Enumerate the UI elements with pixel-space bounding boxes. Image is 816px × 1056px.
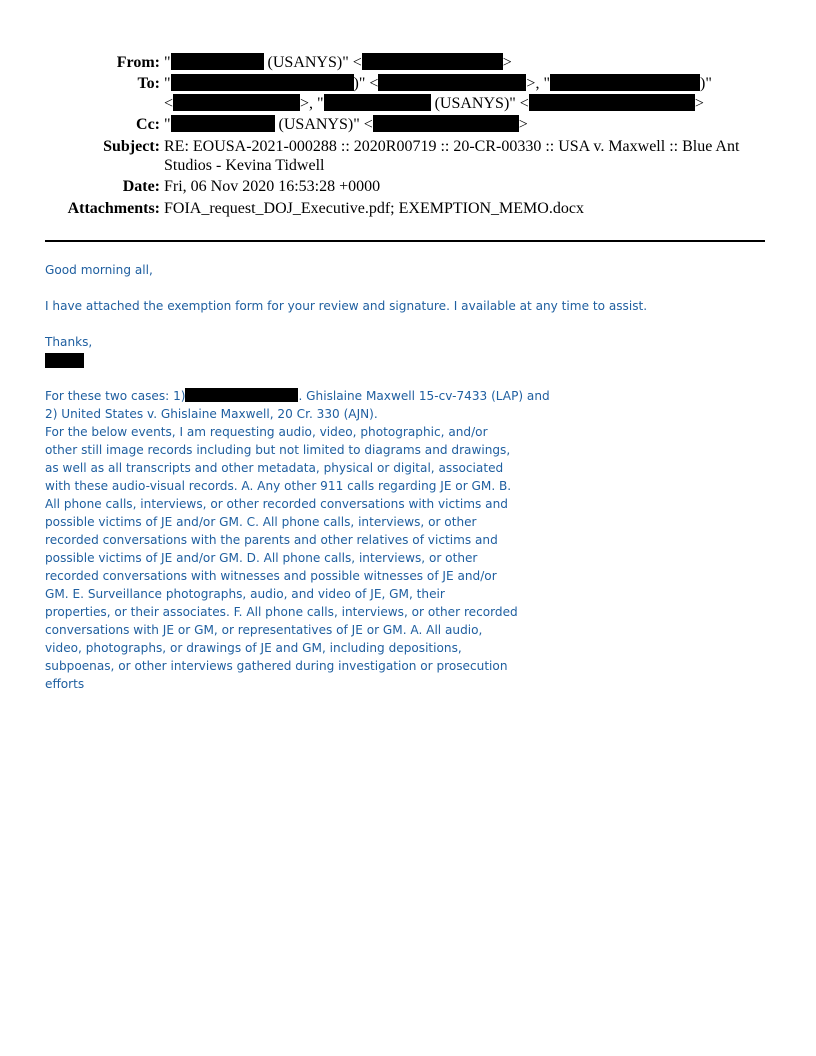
from-label: From: [116, 54, 160, 71]
request-line: recorded conversations with witnesses and possible witnesses of JE and/or [45, 569, 497, 583]
redaction-block [171, 115, 275, 132]
request-prefix-text: For these two cases: 1) [45, 389, 186, 403]
request-line: All phone calls, interviews, or other recorded conversations with victims and [45, 497, 508, 511]
request-line: properties, or their associates. F. All phone calls, interviews, or other recorded [45, 605, 518, 619]
redaction-block [324, 94, 431, 111]
redaction-block [529, 94, 695, 111]
redaction-block [171, 74, 354, 91]
separator-text: >, " [300, 95, 324, 112]
request-line: possible victims of JE and/or GM. D. All phone calls, interviews, or other [45, 551, 478, 565]
redaction-block [173, 94, 300, 111]
subject-line1: RE: EOUSA-2021-000288 :: 2020R00719 :: 20-CR-00330 :: USA v. Maxwell :: Blue Ant [164, 138, 740, 155]
attachments-label: Attachments: [67, 200, 160, 217]
to-value-line1 [164, 74, 712, 94]
request-line: 2) United States v. Ghislaine Maxwell, 20 Cr. 330 (AJN). [45, 407, 378, 421]
request-line: conversations with JE or GM, or representatives of JE or GM. A. All audio, [45, 623, 483, 637]
bracket-text: < [164, 95, 174, 112]
to-label: To: [137, 75, 160, 92]
signoff-text: Thanks, [45, 335, 93, 349]
bracket-text: > [694, 95, 704, 112]
attachments-row [0, 199, 816, 219]
request-line: as well as all transcripts and other metadata, physical or digital, associated [45, 461, 504, 475]
separator-text: >, " [526, 75, 550, 92]
cc-org-text: (USANYS)" < [278, 116, 373, 133]
separator-text: )" [699, 75, 712, 92]
to-row [0, 74, 816, 94]
request-line: GM. E. Surveillance photographs, audio, and video of JE, GM, their [45, 587, 445, 601]
from-row [0, 53, 816, 73]
request-line: with these audio-visual records. A. Any other 911 calls regarding JE or GM. B. [45, 479, 512, 493]
redaction-block [362, 53, 503, 70]
cc-label: Cc: [136, 116, 160, 133]
quote-text: " [164, 54, 171, 71]
quote-text: " [164, 75, 171, 92]
from-value [164, 53, 512, 73]
from-org-text: (USANYS)" < [267, 54, 362, 71]
redaction-block [185, 388, 298, 402]
request-line: possible victims of JE and/or GM. C. All phone calls, interviews, or other [45, 515, 477, 529]
cc-row [0, 115, 816, 135]
date-row [0, 177, 816, 197]
subject-label: Subject: [103, 138, 160, 155]
greeting-text: Good morning all, [45, 263, 153, 277]
request-line: recorded conversations with the parents and other relatives of victims and [45, 533, 498, 547]
message-text: I have attached the exemption form for your review and signature. I available at any time to assist. [45, 299, 648, 313]
request-line: efforts [45, 677, 85, 691]
request-first-line [45, 387, 550, 405]
redaction-block [171, 53, 264, 70]
signature-redaction [45, 353, 84, 368]
quote-text: " [164, 116, 171, 133]
attachments-value: FOIA_request_DOJ_Executive.pdf; EXEMPTION_MEMO.docx [164, 200, 584, 217]
request-suffix-text: . Ghislaine Maxwell 15-cv-7433 (LAP) and [298, 389, 550, 403]
request-line: other still image records including but not limited to diagrams and drawings, [45, 443, 511, 457]
redaction-block [550, 74, 700, 91]
header-divider [45, 240, 765, 242]
bracket-text: > [518, 116, 528, 133]
separator-text: )" < [353, 75, 379, 92]
request-line: video, photographs, or drawings of JE and GM, including depositions, [45, 641, 462, 655]
date-value: Fri, 06 Nov 2020 16:53:28 +0000 [164, 178, 381, 195]
bracket-text: > [502, 54, 512, 71]
cc-value [164, 115, 528, 135]
date-label: Date: [122, 178, 160, 195]
to-org-text: (USANYS)" < [434, 95, 529, 112]
request-line: subpoenas, or other interviews gathered during investigation or prosecution [45, 659, 508, 673]
to-row-continued [0, 94, 816, 114]
redaction-block [378, 74, 526, 91]
redaction-block [373, 115, 519, 132]
subject-row [0, 137, 816, 177]
request-line: For the below events, I am requesting audio, video, photographic, and/or [45, 425, 488, 439]
to-value-line2 [164, 94, 704, 114]
subject-line2: Studios - Kevina Tidwell [164, 157, 325, 174]
